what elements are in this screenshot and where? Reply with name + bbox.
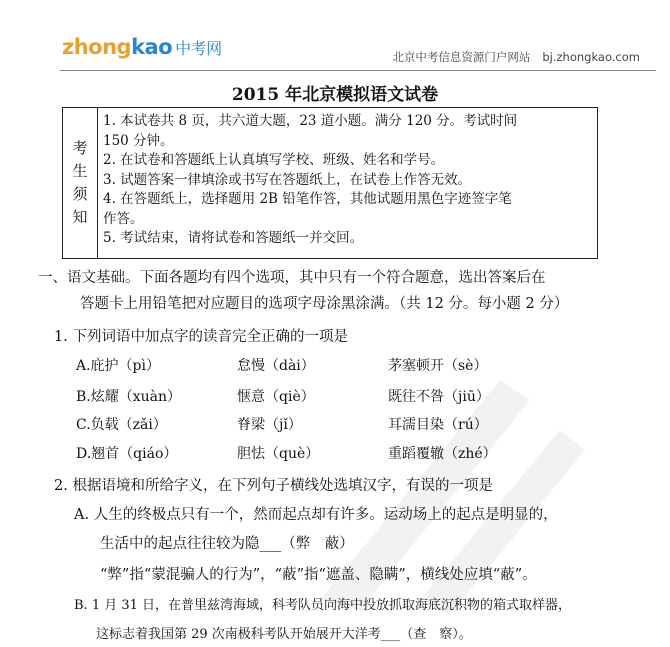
q1-option-c-word3: 耳濡目染（rú） xyxy=(388,417,488,433)
notice-label-char: 须 xyxy=(72,185,88,203)
q1-option-b-word1: B.炫耀（xuàn） xyxy=(76,389,182,405)
exam-notice-box xyxy=(62,107,598,259)
notice-label-char: 知 xyxy=(72,208,88,226)
q1-option-b-word2: 惬意（qiè） xyxy=(237,389,315,405)
logo-chinese: 中考网 xyxy=(175,39,222,58)
q1-option-d-word2: 胆怯（què） xyxy=(237,446,320,462)
q1-option-d-word3: 重蹈覆辙（zhé） xyxy=(388,446,497,462)
section-heading-line2: 答题卡上用铅笔把对应题目的选项字母涂黑涂满。（共 12 分。每小题 2 分） xyxy=(80,296,569,312)
site-name: 北京中考信息资源门户网站 xyxy=(392,50,531,64)
notice-rule: 5. 考试结束，请将试卷和答题纸一并交回。 xyxy=(103,230,364,246)
q1-option-b-word3: 既往不咎（jiū） xyxy=(388,389,490,405)
logo-zhong: zhong xyxy=(62,35,132,59)
q1-option-d-word1: D.翘首（qiáo） xyxy=(76,446,178,462)
q2-option-b-line2: 这标志着我国第 29 次南极科考队开始展开大洋考___（查 察）。 xyxy=(96,627,472,642)
section-heading-line1: 一、语文基础。下面各题均有四个选项，其中只有一个符合题意，选出答案后在 xyxy=(38,270,546,286)
zhongkao-logo[interactable] xyxy=(62,36,222,60)
q1-option-c-word2: 脊梁（jǐ） xyxy=(237,417,302,433)
notice-rule: 3. 试题答案一律填涂或书写在答题纸上，在试卷上作答无效。 xyxy=(103,171,472,188)
q2-stem: 2. 根据语境和所给字义，在下列句子横线处选填汉字，有误的一项是 xyxy=(54,478,493,494)
q2-option-b-line1: B. 1 月 31 日，在普里兹湾海域，科考队员向海中投放抓取海底沉积物的箱式取样器， xyxy=(74,598,572,613)
q2-option-a-line1: A. 人生的终极点只有一个，然而起点却有许多。运动场上的起点是明显的， xyxy=(74,507,558,523)
notice-rule: 2. 在试卷和答题纸上认真填写学校、班级、姓名和学号。 xyxy=(103,152,445,168)
notice-label xyxy=(63,108,98,258)
q1-option-a-word3: 茅塞顿开（sè） xyxy=(388,358,488,374)
notice-rule: 作答。 xyxy=(103,210,144,227)
q1-option-a-word1: A.庇护（pì） xyxy=(76,358,160,374)
notice-rule: 1. 本试卷共 8 页，共六道大题，23 道小题。满分 120 分。考试时间 xyxy=(103,113,518,129)
notice-rules xyxy=(103,112,591,249)
site-info xyxy=(392,49,640,65)
q2-option-a-line3: “弊”指“蒙混骗人的行为”，“蔽”指“遮盖、隐瞒”，横线处应填“蔽”。 xyxy=(100,567,537,583)
q1-stem: 1. 下列词语中加点字的读音完全正确的一项是 xyxy=(54,329,348,345)
page-title: 2015 年北京模拟语文试卷 xyxy=(231,85,439,105)
notice-rule: 150 分钟。 xyxy=(103,132,174,149)
header-divider xyxy=(60,70,656,71)
q2-option-a-line2: 生活中的起点往往较为隐___（弊 蔽） xyxy=(100,536,354,552)
logo-kao: kao xyxy=(131,35,173,59)
notice-rule: 4. 在答题纸上，选择题用 2B 铅笔作答，其他试题用黑色字迹签字笔 xyxy=(103,191,512,207)
notice-label-char: 生 xyxy=(72,162,88,180)
q1-option-a-word2: 怠慢（dài） xyxy=(237,358,315,374)
q1-option-c-word1: C.负载（zǎi） xyxy=(76,417,167,433)
site-url[interactable]: bj.zhongkao.com xyxy=(542,50,640,64)
notice-label-char: 考 xyxy=(72,139,88,157)
